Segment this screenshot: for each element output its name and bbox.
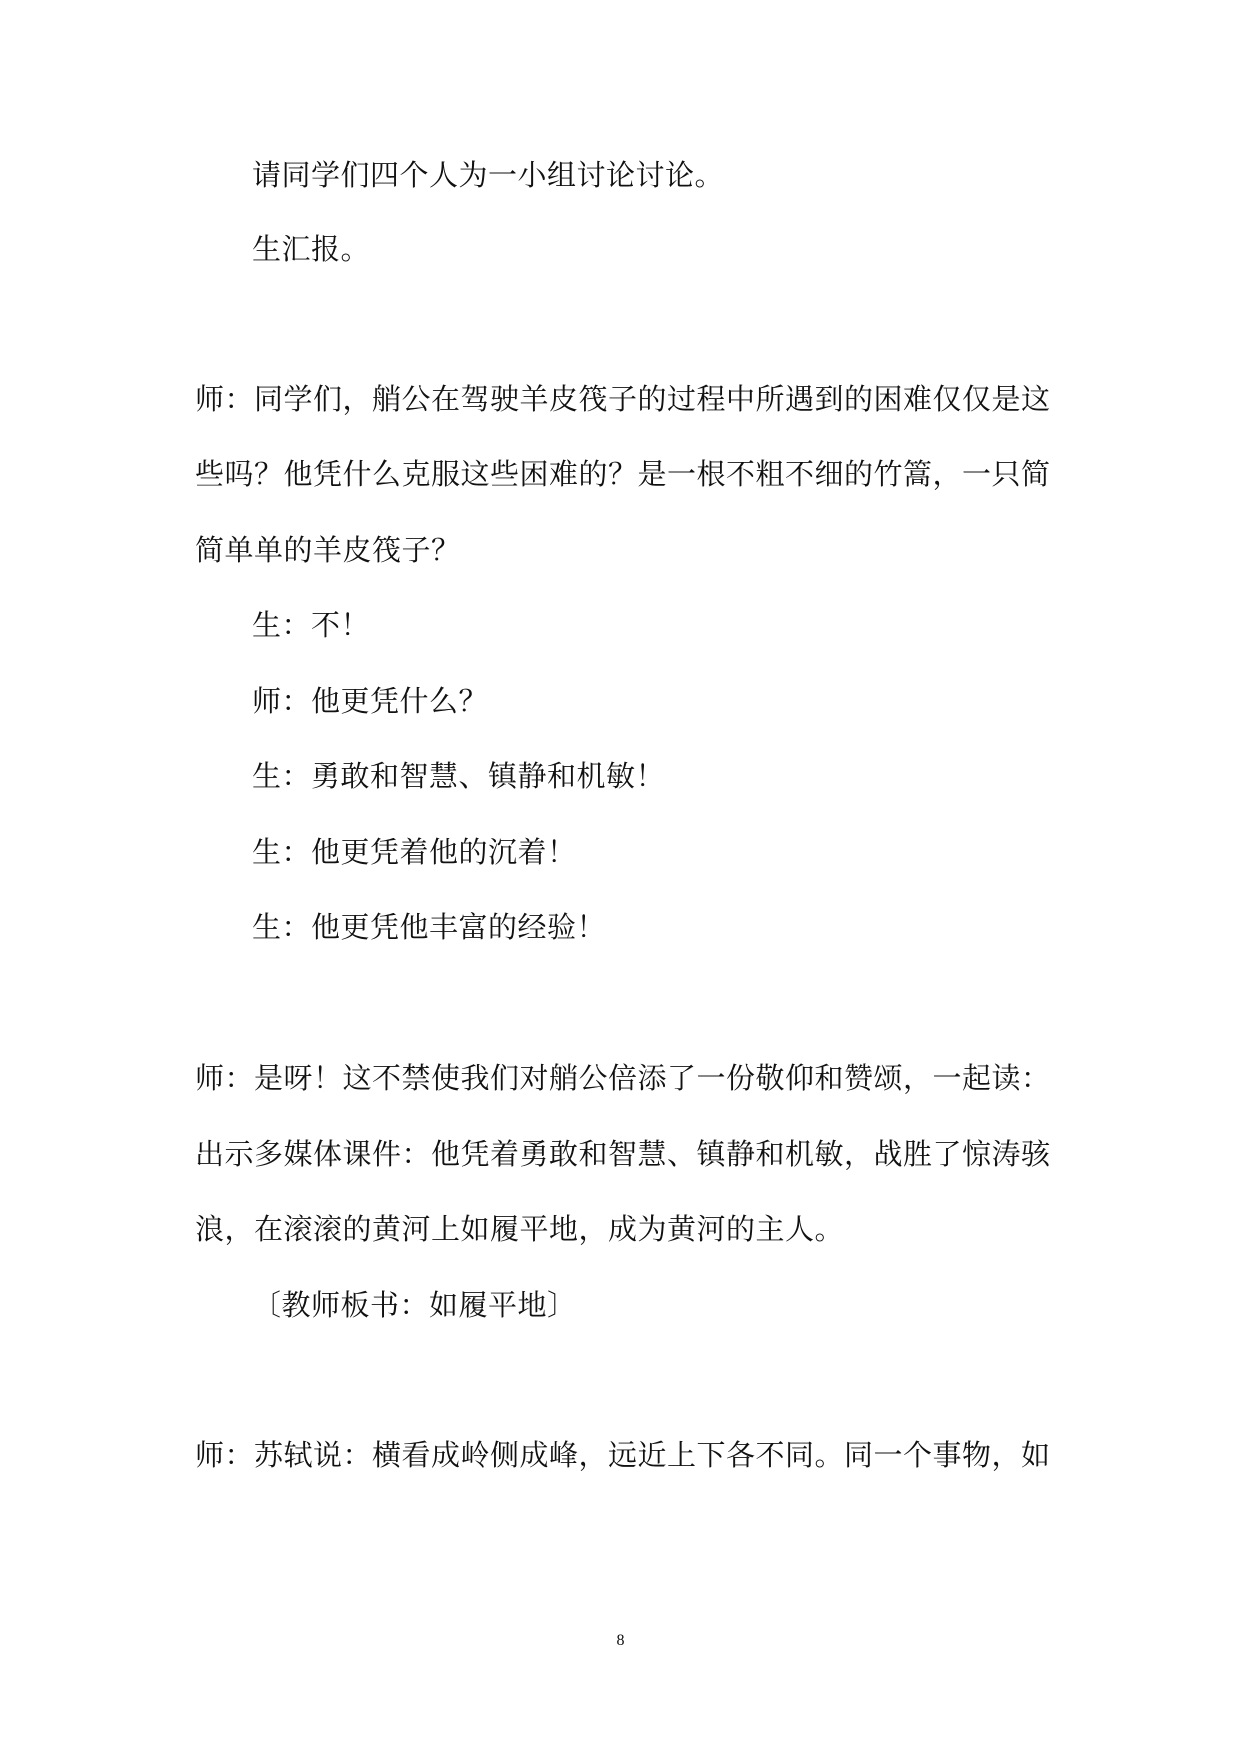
text-line: 师：是呀！这不禁使我们对艄公倍添了一份敬仰和赞颂，一起读：: [195, 1061, 1051, 1095]
text-line: 〔教师板书：如履平地〕: [252, 1288, 577, 1322]
text-line: 请同学们四个人为一小组讨论讨论。: [252, 158, 725, 192]
page-number: 8: [616, 1632, 625, 1649]
text-line: 些吗？他凭什么克服这些困难的？是一根不粗不细的竹篙，一只简: [195, 457, 1051, 491]
text-line: 生：勇敢和智慧、镇静和机敏！: [252, 759, 666, 793]
text-line: 生：不！: [252, 608, 371, 642]
text-line: 生：他更凭着他的沉着！: [252, 835, 577, 869]
text-line: 浪，在滚滚的黄河上如履平地，成为黄河的主人。: [195, 1212, 845, 1246]
text-line: 师：苏轼说：横看成岭侧成峰，远近上下各不同。同一个事物，如: [195, 1438, 1051, 1472]
text-line: 出示多媒体课件：他凭着勇敢和智慧、镇静和机敏，战胜了惊涛骇: [195, 1137, 1051, 1171]
text-line: 生：他更凭他丰富的经验！: [252, 910, 607, 944]
text-line: 简单单的羊皮筏子？: [195, 533, 461, 567]
text-line: 师：同学们，艄公在驾驶羊皮筏子的过程中所遇到的困难仅仅是这: [195, 382, 1051, 416]
text-line: 生汇报。: [252, 232, 371, 266]
text-line: 师：他更凭什么？: [252, 684, 489, 718]
